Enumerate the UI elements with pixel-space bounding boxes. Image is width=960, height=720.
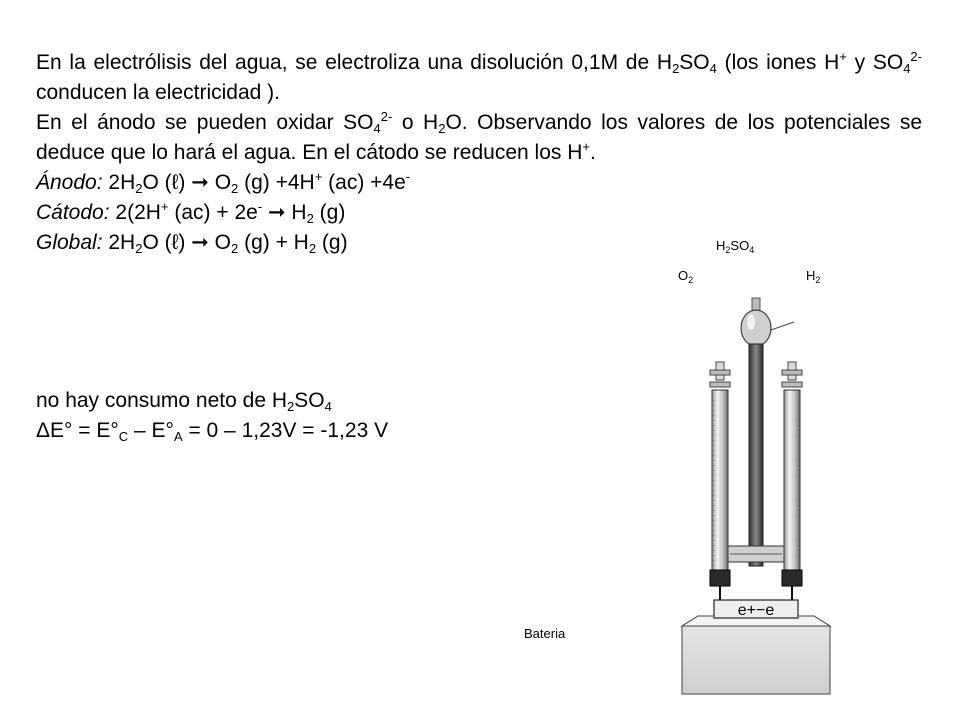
battery-label: Bateria bbox=[524, 626, 566, 641]
subscript: 2 bbox=[135, 181, 143, 196]
text-run: En la electrólisis del agua, se electroliza una disolución 0,1M de H bbox=[36, 51, 673, 74]
text-run: H bbox=[806, 268, 816, 283]
text-run: 2H bbox=[102, 231, 136, 254]
text-run: H bbox=[716, 238, 726, 253]
text-run: (ac) +4e bbox=[322, 171, 406, 194]
text-run: o H bbox=[392, 111, 439, 134]
anode-explanation-paragraph bbox=[36, 108, 922, 168]
battery-symbols: e+−e bbox=[737, 602, 775, 619]
text-run: y SO bbox=[846, 51, 904, 74]
battery-box bbox=[682, 600, 830, 694]
superscript: + bbox=[314, 169, 323, 184]
text-run: . bbox=[589, 141, 596, 164]
bridge-connector bbox=[728, 546, 784, 562]
superscript: - bbox=[257, 199, 263, 214]
text-run: O. Observando los valores de los potenciales se deduce que lo hará el agua. En el cátodo se reducen los H bbox=[36, 111, 922, 164]
text-run: (g) bbox=[313, 201, 346, 224]
text-run: O (ℓ) ➞ O bbox=[142, 231, 232, 254]
subscript: 4 bbox=[903, 61, 911, 76]
h2-label bbox=[806, 268, 820, 284]
subscript: C bbox=[118, 429, 129, 444]
superscript: + bbox=[582, 139, 590, 154]
electrolysis-apparatus-illustration bbox=[660, 290, 860, 720]
electrode-clamps bbox=[710, 570, 802, 586]
text-run: O (ℓ) ➞ O bbox=[142, 171, 232, 194]
subscript: 2 bbox=[688, 275, 694, 285]
global-label: Global: bbox=[36, 231, 103, 254]
text-run: SO bbox=[679, 51, 710, 74]
subscript: A bbox=[173, 429, 183, 444]
subscript: 2 bbox=[231, 181, 239, 196]
text-run: = 0 – 1,23V = -1,23 V bbox=[182, 419, 389, 442]
cathode-equation bbox=[36, 198, 922, 228]
text-run: – E° bbox=[128, 419, 174, 442]
text-run: En el ánodo se pueden oxidar SO bbox=[36, 111, 374, 134]
subscript: 4 bbox=[373, 121, 381, 136]
left-tube-oxygen bbox=[710, 362, 730, 585]
text-run: (g) +4H bbox=[238, 171, 315, 194]
subscript: 4 bbox=[324, 399, 332, 414]
no-consumption-line bbox=[36, 386, 388, 416]
subscript: 2 bbox=[135, 241, 143, 256]
subscript: 2 bbox=[231, 241, 239, 256]
text-run: ΔE° = E° bbox=[36, 419, 119, 442]
potential-line bbox=[36, 416, 388, 446]
text-run: no hay consumo neto de H bbox=[36, 389, 287, 412]
subscript: 2 bbox=[438, 121, 446, 136]
center-column bbox=[749, 344, 763, 566]
text-run: (los iones H bbox=[716, 51, 840, 74]
subscript: 2 bbox=[725, 245, 731, 255]
text-run: SO bbox=[294, 389, 325, 412]
superscript: + bbox=[160, 199, 169, 214]
subscript: 2 bbox=[672, 61, 680, 76]
subscript: 2 bbox=[308, 241, 317, 256]
text-run: O bbox=[678, 268, 689, 283]
superscript: + bbox=[839, 49, 847, 64]
subscript: 2 bbox=[815, 275, 821, 285]
text-run: conducen la electricidad ). bbox=[36, 81, 280, 104]
superscript: 2- bbox=[380, 109, 393, 124]
reservoir-bulb bbox=[741, 298, 794, 346]
superscript: 2- bbox=[910, 49, 922, 64]
text-run: SO bbox=[730, 238, 750, 253]
superscript: - bbox=[405, 169, 411, 184]
text-run: (g) + H bbox=[238, 231, 309, 254]
anode-equation bbox=[36, 168, 922, 198]
conclusion-text bbox=[36, 386, 388, 446]
text-run: (ac) + 2e bbox=[168, 201, 258, 224]
intro-paragraph bbox=[36, 48, 922, 108]
anode-label: Ánodo: bbox=[36, 171, 103, 194]
global-equation bbox=[36, 228, 922, 258]
text-run: 2H bbox=[102, 171, 136, 194]
cathode-label: Cátodo: bbox=[36, 201, 110, 224]
subscript: 2 bbox=[306, 211, 314, 226]
text-run: (g) bbox=[316, 231, 348, 254]
subscript: 4 bbox=[709, 61, 717, 76]
h2so4-label bbox=[716, 238, 754, 254]
text-run: ➞ H bbox=[262, 201, 307, 224]
subscript: 2 bbox=[287, 399, 295, 414]
o2-label bbox=[678, 268, 693, 284]
subscript: 4 bbox=[749, 245, 755, 255]
right-tube-hydrogen bbox=[782, 362, 802, 585]
text-run: 2(2H bbox=[109, 201, 161, 224]
main-text bbox=[36, 48, 922, 258]
